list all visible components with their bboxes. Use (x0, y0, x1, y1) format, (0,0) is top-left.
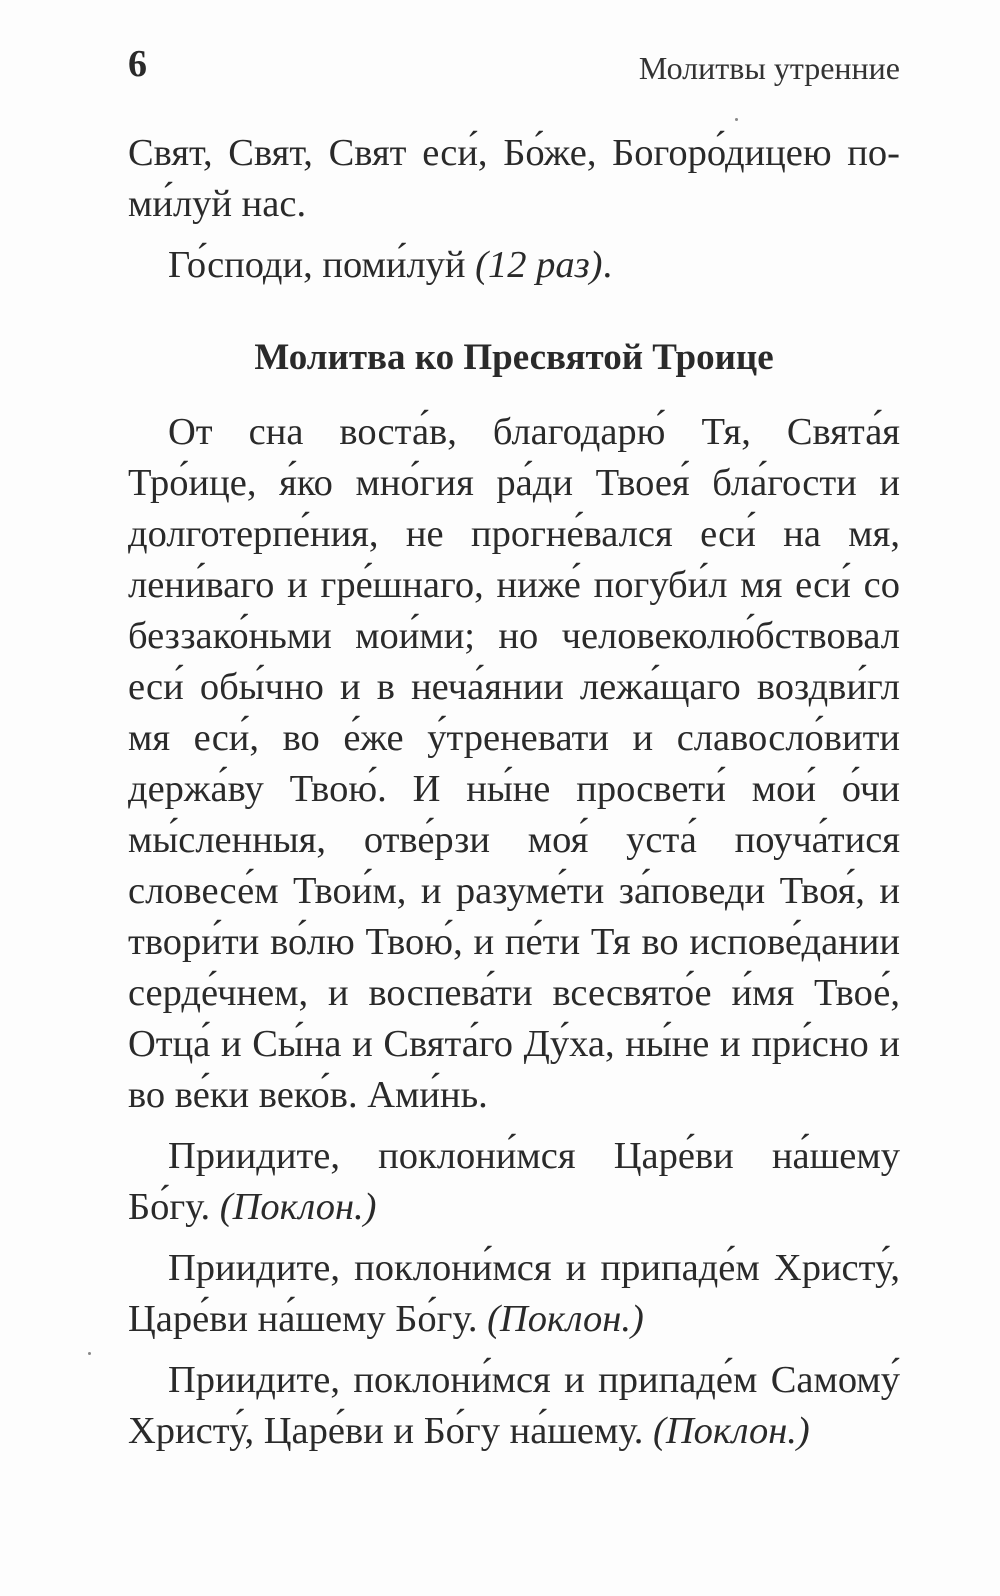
invocation-paragraph (128, 1131, 900, 1233)
bow-remark: (Поклон.) (219, 1186, 377, 1228)
trisagion-paragraph: Свят, Свят, Свят еси́, Бо́же, Богоро́дицею поми́луй нас. (128, 132, 900, 225)
prayer-block (128, 407, 900, 1457)
invocation-text: Приидите, поклони́мся и припаде́м Христу́, Царе́ви на́шему Бо́гу. (128, 1247, 900, 1340)
lord-have-mercy-paragraph (128, 240, 900, 291)
lord-have-mercy-text: Го́споди, поми́луй (168, 244, 466, 286)
prayer-title: Молитва ко Пресвятой Троице (254, 337, 774, 378)
lord-have-mercy-end: . (602, 244, 613, 286)
print-speck (735, 118, 738, 121)
prayer-paragraph: От сна воста́в, благодарю́ Тя, Свята́я Тро́ице, я́ко мно́гия ра́ди Твоея́ бла́гости и долготерпе́ния, не прогне́вался еси́ на мя, лени́ваго и гре́шнаго, ниже́ погуби́л мя еси́ со беззако́ньми мои́ми; но человеколю́бствовал еси́ обы́чно и в неча́янии лежа́щаго воздви́гл мя еси́, во е́же у́треневати и славосло́вити держа́ву Твою́. И ны́не просвети́ мои́ о́чи мы́сленныя, отве́рзи моя́ уста́ поуча́тися словесе́м Твои́м, и разуме́ти за́поведи Твоя́, и твори́ти во́лю Твою́, и пе́ти Тя во испове́дании серде́чнем, и воспева́ти всесвято́е и́мя Твое́, Отца́ и Сы́на и Свята́го Ду́ха, ны́не и при́сно и во ве́ки веко́в. Ами́нь. (128, 411, 900, 1116)
print-speck (88, 1352, 91, 1355)
page-header (128, 40, 900, 100)
running-title: Молитвы утренние (638, 50, 900, 86)
bow-remark: (Поклон.) (487, 1298, 644, 1340)
intro-block (128, 128, 900, 291)
page-number: 6 (128, 43, 147, 85)
invocation-paragraph (128, 1355, 900, 1457)
repeat-remark: (12 раз) (475, 244, 603, 286)
bow-remark: (Поклон.) (653, 1410, 810, 1452)
invocation-text: Приидите, поклони́мся и припаде́м Самому́ Христу́, Царе́ви и Бо́гу на́шему. (128, 1359, 900, 1452)
invocation-paragraph (128, 1243, 900, 1345)
invocation-text: Приидите, поклони́мся Царе́ви на́шему Бо́гу. (128, 1135, 900, 1228)
